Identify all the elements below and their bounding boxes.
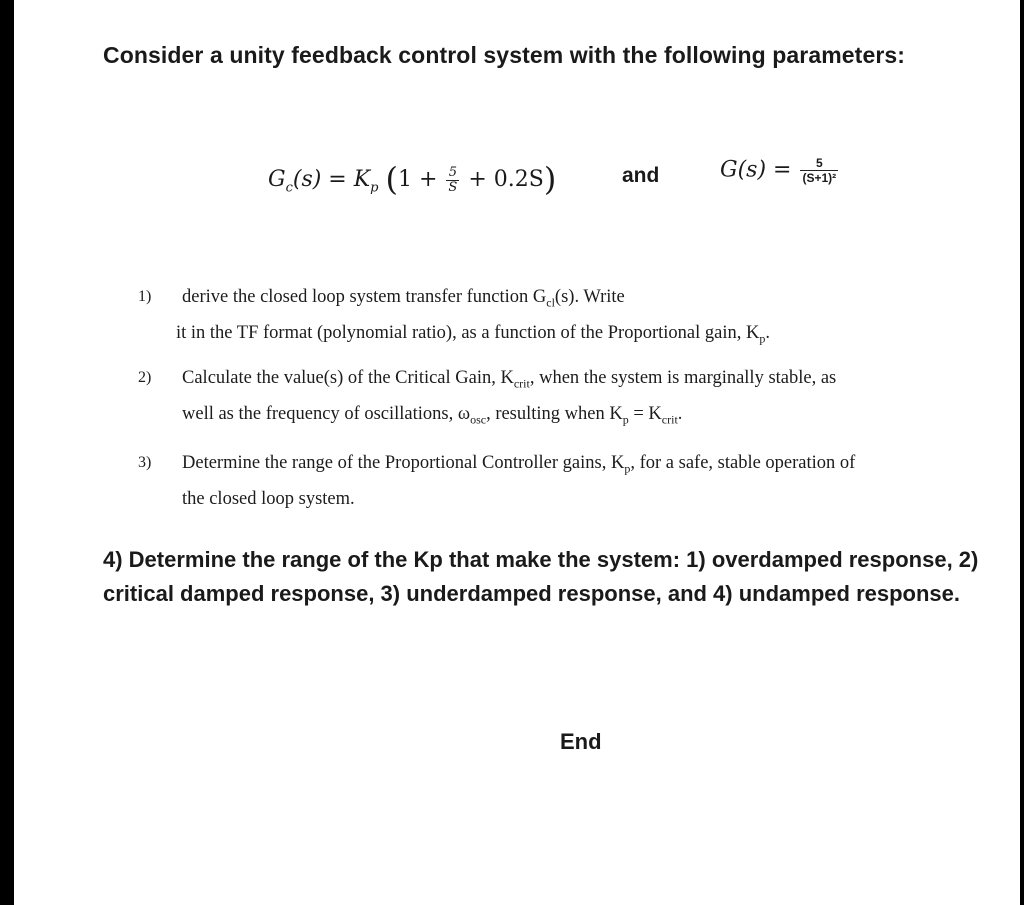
gc-subscript: c <box>285 180 293 196</box>
question-line: it in the TF format (polynomial ratio), as a function of the Proportional gain, $K_p$. <box>176 322 770 346</box>
gc-derivative-term: + 0.2S <box>468 167 544 192</box>
question-line: Determine the range of the Proportional Controller gains, $K_p$, for a safe, stable operation of <box>182 453 856 476</box>
close-paren: ) <box>543 160 557 198</box>
gc-argument: (s) = K <box>292 167 371 192</box>
question-1 <box>138 282 998 353</box>
question-3 <box>138 448 1018 514</box>
gc-symbol: G <box>268 167 286 192</box>
gc-one-term: 1 + <box>397 167 438 192</box>
question-line: well as the frequency of oscillations, $\omega_{osc}$, resulting when $K_p = K_{crit}$. <box>182 403 683 427</box>
kp-subscript: p <box>370 180 379 196</box>
question-line: Calculate the value(s) of the Critical Gain, $K_{crit}$, when the system is marginally stable, as <box>182 368 837 391</box>
question-number: 3) <box>138 454 152 471</box>
plant-symbol: G(s) = <box>720 157 792 183</box>
problem-heading: Consider a unity feedback control system with the following parameters: <box>103 42 906 68</box>
left-black-border <box>0 0 14 905</box>
question-number: 2) <box>138 369 152 386</box>
question-4: 4) Determine the range of the Kp that make the system: 1) overdamped response, 2) critical damped response, 3) underdamped response, and 4) undamped response. <box>103 547 979 606</box>
question-2 <box>138 363 1018 434</box>
right-black-border <box>1020 0 1024 905</box>
plant-equation <box>720 156 840 185</box>
plant-fraction: $\frac{5}{\text{(S+1)²}}$ <box>802 156 837 185</box>
integral-fraction: $\frac{5}{S}$ <box>448 164 458 195</box>
controller-equation <box>268 156 557 198</box>
question-number: 1) <box>138 288 152 305</box>
end-label: End <box>560 729 602 754</box>
question-line: the closed loop system. <box>182 488 355 509</box>
question-line: derive the closed loop system transfer function $G_{cl}(s)$. Write <box>182 287 625 310</box>
and-label: and <box>622 164 660 187</box>
open-paren: ( <box>385 160 398 198</box>
